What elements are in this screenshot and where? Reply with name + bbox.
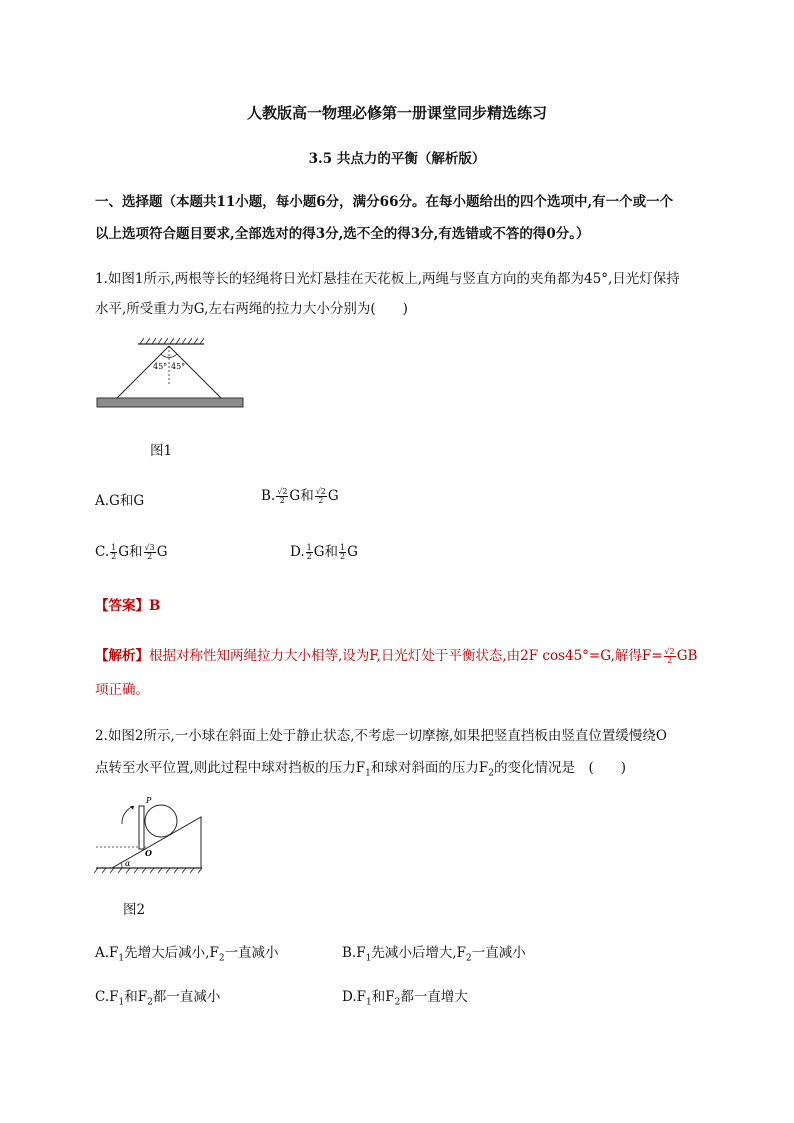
q1-analysis-line1: 【解析】根据对称性知两绳拉力大小相等,设为F,日光灯处于平衡状态,由2F cos45°=G,解得F= $\frac{√2}{2}$ GB <box>95 647 698 665</box>
page-title: 人教版高一物理必修第一册课堂同步精选练习 <box>246 104 547 122</box>
q2-figure-incline-diagram <box>90 790 215 875</box>
q1-analysis-line2: 项正确。 <box>95 682 149 698</box>
q1-answer: 【答案】B <box>95 598 161 614</box>
q2-option-b: $B.F_1$先减小后增大$,F_2$一直减小 <box>342 945 526 964</box>
q1-option-a: A.G和G <box>95 493 145 509</box>
q1-option-c: C. $\frac{1}{2}$ G和 $\frac{√3}{2}$ G <box>95 543 168 561</box>
q2-stem-line2: 点转至水平位置,则此过程中球对挡板的压力$F_1$和球对斜面的压力$F_2$的变化情况是 ( ) <box>95 760 627 779</box>
q2-label-alpha: α <box>125 859 131 868</box>
ball <box>145 805 177 837</box>
q1-stem-line1: 1.如图1所示,两根等长的轻绳将日光灯悬挂在天花板上,两绳与竖直方向的夹角都为45°,日光灯保持 <box>95 271 680 287</box>
q2-figure-caption: 图2 <box>123 902 146 918</box>
fluorescent-lamp <box>97 398 243 407</box>
q2-label-o: O <box>145 848 152 858</box>
q1-angle-right-label: 45° <box>171 362 186 371</box>
q2-stem-line1: 2.如图2所示,一小球在斜面上处于静止状态,不考虑一切摩擦,如果把竖直挡板由竖直位置缓慢绕O <box>95 728 667 744</box>
q1-option-d: D. $\frac{1}{2}$ G和 $\frac{1}{2}$ G <box>290 543 358 561</box>
section-heading-line2: 以上选项符合题目要求,全部选对的得3分,选不全的得3分,有选错或不答的得0分。） <box>95 226 590 242</box>
q2-option-d: $D.F_1$和$F_2$都一直增大 <box>342 989 468 1008</box>
right-rope <box>169 346 221 398</box>
q1-option-b: B. $\frac{√2}{2}$ G和 $\frac{√2}{2}$ G <box>261 487 339 505</box>
q1-figure-lamp-diagram <box>90 332 255 412</box>
left-rope <box>117 346 169 398</box>
ground-hatching <box>94 868 202 873</box>
baffle-plate <box>139 806 144 849</box>
q2-label-p: P <box>146 796 152 805</box>
q1-stem-line2: 水平,所受重力为G,左右两绳的拉力大小分别为( ) <box>95 301 408 317</box>
page-subtitle: 3.5 共点力的平衡（解析版） <box>308 151 486 167</box>
alpha-arc <box>121 863 122 868</box>
section-heading-line1: 一、选择题（本题共11小题，每小题6分，满分66分。在每小题给出的四个选项中,有一个或一个 <box>95 194 674 210</box>
q1-analysis-label: 【解析】 <box>95 648 149 664</box>
q2-option-c: $C.F_1$和$F_2$都一直减小 <box>95 989 221 1008</box>
q1-figure-caption: 图1 <box>150 443 173 459</box>
q2-option-a: $A.F_1$先增大后减小$,F_2$一直减小 <box>95 945 279 964</box>
ceiling-hatching <box>138 338 204 344</box>
q1-angle-left-label: 45° <box>153 362 168 371</box>
